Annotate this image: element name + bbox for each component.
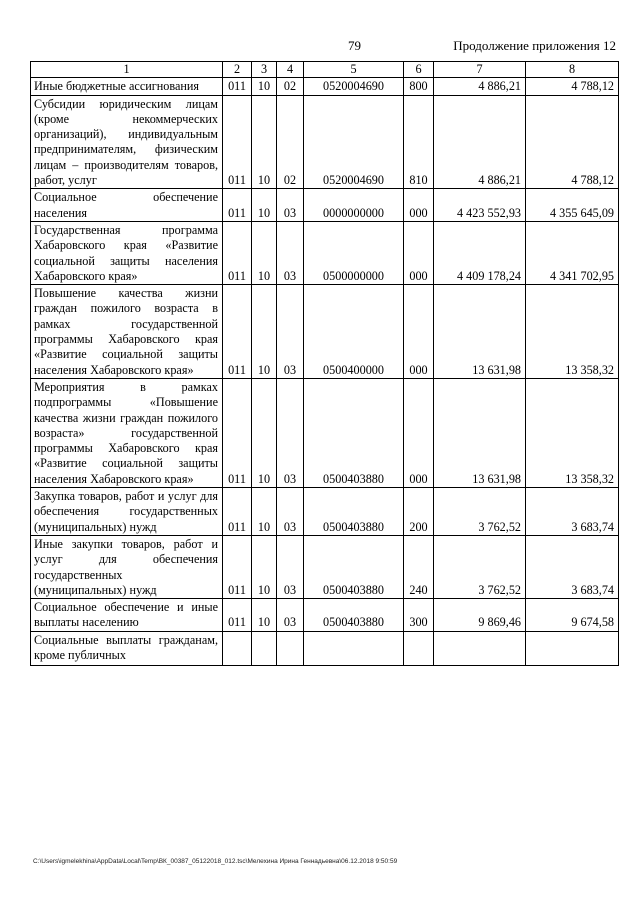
subsection-cell: 02 [277,95,304,189]
table-row [31,488,619,536]
target-article-cell: 0500000000 [304,221,404,284]
target-article-cell: 0500403880 [304,488,404,536]
row-name-cell: Иные закупки товаров, работ и услуг для обеспечения государственных (муниципальных) нужд [31,535,223,598]
expense-type-cell: 810 [404,95,434,189]
amount-cell: 13 631,98 [434,285,526,379]
code-cell: 011 [223,599,252,632]
table-row [31,285,619,379]
subsection-cell: 03 [277,535,304,598]
code-cell: 011 [223,221,252,284]
code-cell: 011 [223,189,252,222]
row-name-cell: Иные бюджетные ассигнования [31,78,223,95]
section-cell: 10 [252,189,277,222]
amount-cell: 4 355 645,09 [526,189,619,222]
amount-cell: 4 886,21 [434,78,526,95]
expense-type-cell: 000 [404,285,434,379]
row-name-cell: Субсидии юридическим лицам (кроме некоммерческих организаций), индивидуальным предпринимателям, физическим лицам – производителям товаров, работ, услуг [31,95,223,189]
section-cell: 10 [252,78,277,95]
section-cell: 10 [252,221,277,284]
table-row [31,221,619,284]
amount-cell: 4 788,12 [526,78,619,95]
subsection-cell: 03 [277,189,304,222]
amount-cell: 3 683,74 [526,488,619,536]
row-name-cell: Закупка товаров, работ и услуг для обеспечения государственных (муниципальных) нужд [31,488,223,536]
column-header: 3 [252,62,277,78]
code-cell: 011 [223,78,252,95]
row-name-cell: Государственная программа Хабаровского края «Развитие социальной защиты населения Хабаровского края» [31,221,223,284]
column-header: 2 [223,62,252,78]
target-article-cell: 0000000000 [304,189,404,222]
amount-cell [526,631,619,665]
row-name-cell: Мероприятия в рамках подпрограммы «Повышение качества жизни граждан пожилого возраста» государственной программы Хабаровского края «Развитие социальной защиты населения Хабаровского края» [31,378,223,487]
amount-cell: 4 788,12 [526,95,619,189]
subsection-cell: 02 [277,78,304,95]
target-article-cell [304,631,404,665]
target-article-cell: 0500403880 [304,599,404,632]
expense-type-cell: 000 [404,378,434,487]
table-row [31,631,619,665]
section-cell: 10 [252,488,277,536]
page-number: 79 [348,38,361,53]
code-cell: 011 [223,285,252,379]
table-body [31,78,619,665]
column-header: 7 [434,62,526,78]
amount-cell: 13 358,32 [526,378,619,487]
table-header-row [31,62,619,78]
code-cell: 011 [223,378,252,487]
section-cell: 10 [252,285,277,379]
column-header: 4 [277,62,304,78]
target-article-cell: 0520004690 [304,95,404,189]
row-name-cell: Повышение качества жизни граждан пожилого возраста в рамках государственной программы Хабаровского края «Развитие социальной защиты населения Хабаровского края» [31,285,223,379]
section-cell [252,631,277,665]
subsection-cell: 03 [277,488,304,536]
row-name-cell: Социальные выплаты гражданам, кроме публичных [31,631,223,665]
expense-type-cell: 240 [404,535,434,598]
continuation-label: Продолжение приложения 12 [453,38,616,53]
amount-cell: 13 358,32 [526,285,619,379]
row-name-cell: Социальное обеспечение и иные выплаты населению [31,599,223,632]
amount-cell: 4 341 702,95 [526,221,619,284]
amount-cell: 4 409 178,24 [434,221,526,284]
amount-cell: 3 762,52 [434,535,526,598]
expense-type-cell: 300 [404,599,434,632]
budget-table [30,61,619,666]
amount-cell: 9 869,46 [434,599,526,632]
amount-cell: 4 423 552,93 [434,189,526,222]
expense-type-cell: 200 [404,488,434,536]
subsection-cell: 03 [277,221,304,284]
amount-cell: 3 762,52 [434,488,526,536]
target-article-cell: 0520004690 [304,78,404,95]
table-row [31,535,619,598]
amount-cell: 13 631,98 [434,378,526,487]
table-row [31,189,619,222]
subsection-cell [277,631,304,665]
target-article-cell: 0500403880 [304,378,404,487]
expense-type-cell [404,631,434,665]
subsection-cell: 03 [277,599,304,632]
column-header: 8 [526,62,619,78]
amount-cell [434,631,526,665]
code-cell: 011 [223,95,252,189]
code-cell: 011 [223,535,252,598]
amount-cell: 3 683,74 [526,535,619,598]
code-cell [223,631,252,665]
section-cell: 10 [252,599,277,632]
section-cell: 10 [252,95,277,189]
subsection-cell: 03 [277,285,304,379]
amount-cell: 4 886,21 [434,95,526,189]
code-cell: 011 [223,488,252,536]
expense-type-cell: 000 [404,221,434,284]
table-row [31,378,619,487]
subsection-cell: 03 [277,378,304,487]
column-header: 1 [31,62,223,78]
table-row [31,599,619,632]
table-row [31,78,619,95]
row-name-cell: Социальное обеспечение населения [31,189,223,222]
table-row [31,95,619,189]
amount-cell: 9 674,58 [526,599,619,632]
expense-type-cell: 800 [404,78,434,95]
section-cell: 10 [252,535,277,598]
footer-file-path: C:\Users\igmelekhina\AppData\Local\Temp\ВК_00387_05122018_012.tsc\Мелехина Ирина Геннадьевна\06.12.2018 9:50:59 [33,858,398,865]
column-header: 6 [404,62,434,78]
section-cell: 10 [252,378,277,487]
expense-type-cell: 000 [404,189,434,222]
column-header: 5 [304,62,404,78]
target-article-cell: 0500403880 [304,535,404,598]
target-article-cell: 0500400000 [304,285,404,379]
